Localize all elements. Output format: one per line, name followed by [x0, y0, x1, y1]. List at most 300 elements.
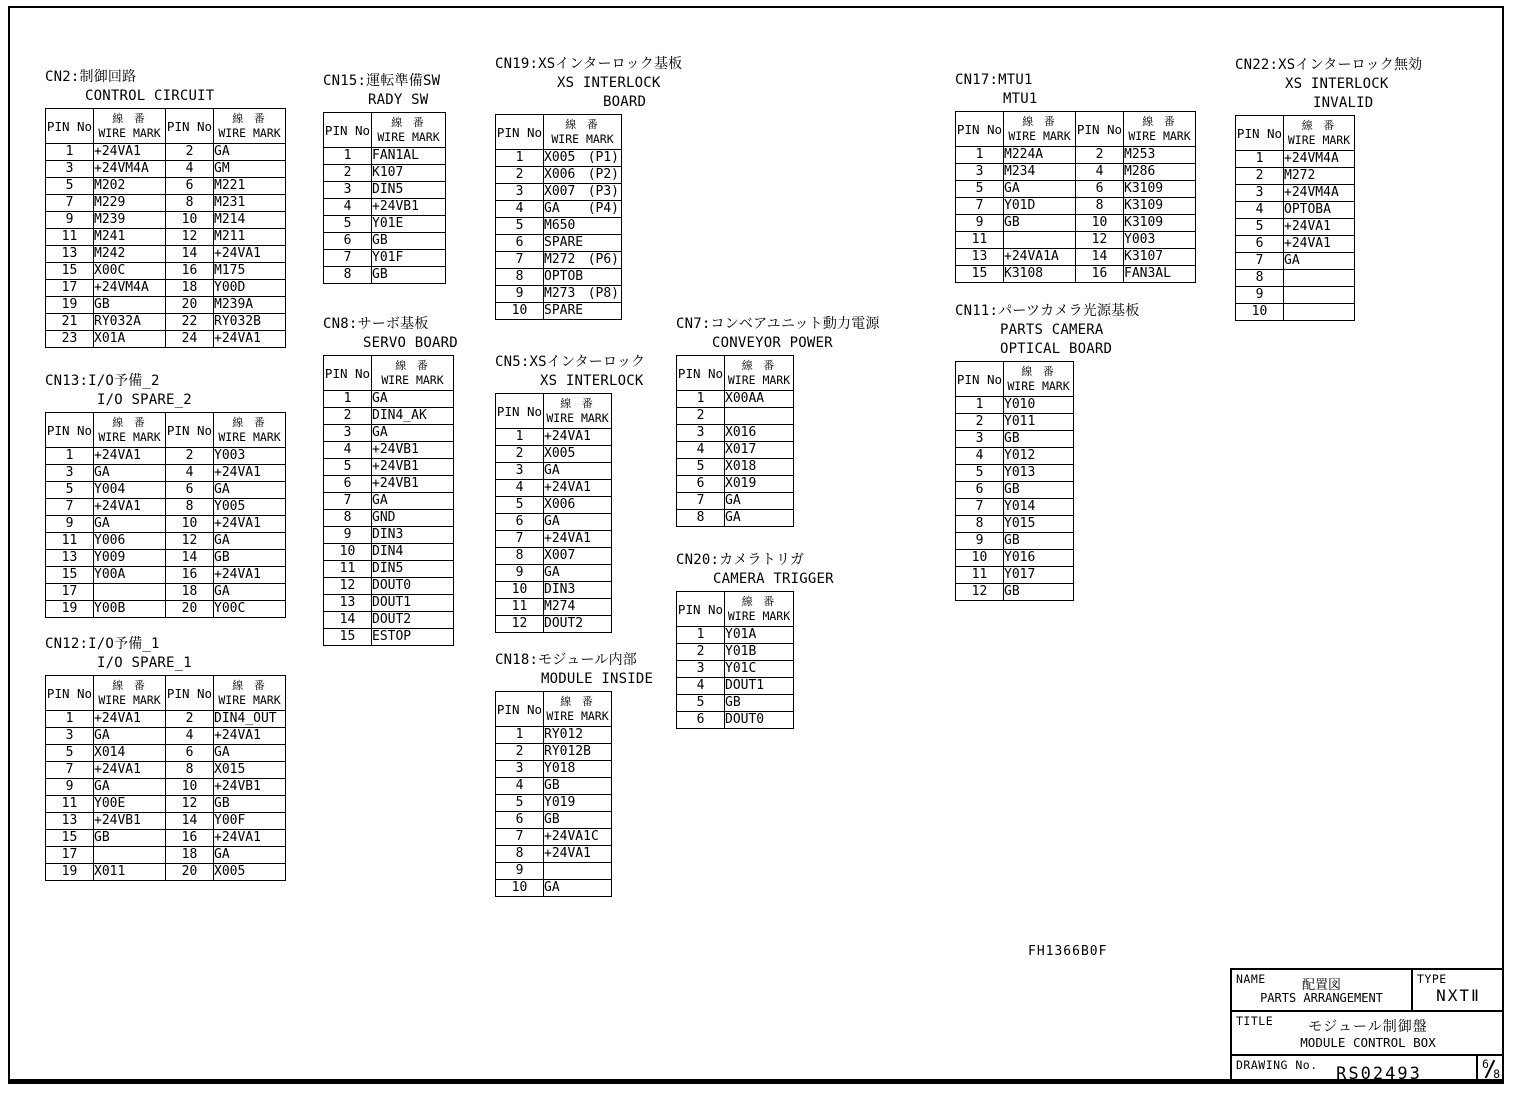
- pin-row: [46, 314, 286, 331]
- wire-mark-cell: M221: [214, 178, 286, 195]
- pin-number-cell: 9: [496, 565, 544, 582]
- pin-number-cell: 17: [46, 847, 94, 864]
- wire-mark-text: X007: [544, 184, 576, 199]
- wire-mark-cell: GA: [214, 144, 286, 161]
- pin-row: [46, 499, 286, 516]
- drawing-code: FH1366B0F: [1028, 944, 1108, 959]
- pin-number-cell: 11: [46, 796, 94, 813]
- connector-title-line: CONTROL CIRCUIT: [85, 88, 215, 104]
- connector-title-line: CN17:MTU1: [955, 72, 1033, 88]
- pin-number-cell: 8: [324, 267, 372, 284]
- pin-number-cell: 16: [166, 263, 214, 280]
- wire-mark-header-en: WIRE MARK: [727, 373, 791, 387]
- wire-mark-cell: M211: [214, 229, 286, 246]
- pin-number-cell: 10: [166, 212, 214, 229]
- wire-mark-cell: X005: [214, 864, 286, 881]
- pin-number-cell: 11: [46, 229, 94, 246]
- pin-row: [956, 584, 1074, 601]
- pin-row: [956, 533, 1074, 550]
- wire-mark-cell: X005: [544, 446, 612, 463]
- pin-row: [324, 561, 454, 578]
- connector-title: [495, 651, 653, 689]
- pin-row: [677, 476, 794, 493]
- connector-title: [1235, 56, 1422, 113]
- wire-mark-header-en: WIRE MARK: [1008, 129, 1071, 143]
- pin-number-cell: 1: [496, 150, 544, 167]
- wire-mark-note: (P4): [587, 201, 619, 216]
- pin-row: [324, 408, 454, 425]
- wire-mark-header-en: WIRE MARK: [546, 709, 609, 723]
- connector-title-line: CN11:パーツカメラ光源基板: [955, 303, 1140, 319]
- wire-mark-cell: Y005: [214, 499, 286, 516]
- wire-mark-cell: [1284, 287, 1355, 304]
- pin-number-cell: 5: [677, 459, 725, 476]
- wire-mark-note: (P3): [587, 184, 619, 199]
- wire-mark-cell: Y00E: [94, 796, 166, 813]
- pin-number-cell: 11: [956, 232, 1004, 249]
- pin-number-cell: 18: [166, 584, 214, 601]
- connector-block-cn7: [676, 315, 880, 527]
- pin-number-cell: 3: [496, 184, 544, 201]
- connector-title-line: XS INTERLOCK: [540, 373, 644, 389]
- pin-row: [46, 229, 286, 246]
- wire-mark-header: [1004, 112, 1076, 147]
- pin-number-cell: 2: [166, 448, 214, 465]
- pin-number-cell: 4: [496, 778, 544, 795]
- pin-row: [46, 144, 286, 161]
- pin-number-cell: 7: [46, 762, 94, 779]
- pin-number-cell: 5: [496, 218, 544, 235]
- wire-mark-header-en: WIRE MARK: [218, 126, 281, 140]
- wire-mark-cell: Y006: [94, 533, 166, 550]
- wire-mark-cell: GA: [214, 847, 286, 864]
- pin-number-cell: 11: [324, 561, 372, 578]
- wire-mark-cell: +24VA1: [94, 448, 166, 465]
- pin-row: [496, 744, 612, 761]
- table-header-row: [46, 676, 286, 711]
- pin-number-cell: 3: [46, 728, 94, 745]
- wire-mark-cell: +24VA1: [214, 465, 286, 482]
- wire-mark-cell: GA: [725, 510, 794, 527]
- pin-assignment-table: [495, 114, 622, 320]
- pin-number-cell: 2: [1076, 147, 1124, 164]
- table-header-row: [1236, 116, 1355, 151]
- connector-block-cn15: [323, 72, 446, 284]
- connector-title-line: CN19:XSインターロック基板: [495, 56, 683, 72]
- pin-number-cell: 10: [496, 582, 544, 599]
- wire-mark-header-jp: 線 番: [1022, 115, 1057, 128]
- connector-block-cn19: [495, 55, 682, 320]
- wire-mark-cell: Y018: [544, 761, 612, 778]
- table-header-row: [956, 362, 1074, 397]
- pin-assignment-table: [323, 112, 446, 284]
- pin-row: [496, 150, 622, 167]
- pin-row: [46, 847, 286, 864]
- pin-row: [1236, 202, 1355, 219]
- pin-number-cell: 6: [324, 233, 372, 250]
- pin-number-cell: 4: [677, 678, 725, 695]
- pin-number-cell: 17: [46, 280, 94, 297]
- wire-mark-cell: M224A: [1004, 147, 1076, 164]
- pin-number-cell: 6: [166, 482, 214, 499]
- pin-row: [496, 846, 612, 863]
- title-block: [1230, 968, 1504, 1082]
- wire-mark-header-en: WIRE MARK: [98, 126, 161, 140]
- pin-row: [496, 201, 622, 218]
- connector-title-line: CN5:XSインターロック: [495, 354, 646, 370]
- wire-mark-cell: DIN5: [372, 561, 454, 578]
- pin-row: [677, 408, 794, 425]
- wire-mark-cell: +24VA1: [214, 567, 286, 584]
- title-block-row-title: [1232, 1012, 1504, 1056]
- pin-number-cell: 2: [677, 644, 725, 661]
- wire-mark-cell: DOUT2: [544, 616, 612, 633]
- pin-number-cell: 5: [677, 695, 725, 712]
- wire-mark-cell: X015: [214, 762, 286, 779]
- pin-number-cell: 20: [166, 864, 214, 881]
- wire-mark-cell: +24VA1: [544, 531, 612, 548]
- wire-mark-cell: +24VA1: [94, 711, 166, 728]
- wire-mark-cell: K107: [372, 165, 446, 182]
- wire-mark-header-jp: 線 番: [741, 359, 777, 372]
- pin-number-cell: 12: [166, 229, 214, 246]
- pin-number-cell: 20: [166, 297, 214, 314]
- wire-mark-cell: Y019: [544, 795, 612, 812]
- wire-mark-cell: Y015: [1004, 516, 1074, 533]
- pin-number-cell: 4: [166, 465, 214, 482]
- pin-number-cell: 8: [496, 548, 544, 565]
- pin-row: [324, 391, 454, 408]
- wire-mark-cell: +24VA1: [214, 331, 286, 348]
- pin-row: [956, 482, 1074, 499]
- pin-number-cell: 7: [956, 198, 1004, 215]
- pin-number-cell: 5: [496, 497, 544, 514]
- pin-number-cell: 2: [166, 711, 214, 728]
- wire-mark-cell: +24VA1C: [544, 829, 612, 846]
- pin-row: [1236, 168, 1355, 185]
- wire-mark-cell: X019: [725, 476, 794, 493]
- wire-mark-cell: [544, 286, 622, 303]
- wire-mark-text: X006: [544, 167, 576, 182]
- table-header-row: [324, 113, 446, 148]
- wire-mark-header-jp: 線 番: [1021, 365, 1056, 378]
- pin-number-cell: 6: [324, 476, 372, 493]
- table-header-row: [46, 413, 286, 448]
- pin-number-cell: 2: [324, 165, 372, 182]
- pin-number-cell: 2: [677, 408, 725, 425]
- connector-title: [495, 353, 645, 391]
- pin-number-cell: 14: [166, 550, 214, 567]
- pin-number-cell: 9: [324, 527, 372, 544]
- pin-number-cell: 2: [956, 414, 1004, 431]
- pin-row: [324, 233, 446, 250]
- wire-mark-header-jp: 線 番: [112, 679, 147, 692]
- pin-row: [46, 601, 286, 618]
- pin-number-cell: 4: [324, 199, 372, 216]
- pin-number-cell: 1: [324, 391, 372, 408]
- pin-row: [496, 514, 612, 531]
- wire-mark-cell: M234: [1004, 164, 1076, 181]
- pin-number-cell: 6: [496, 514, 544, 531]
- pin-number-cell: 1: [677, 391, 725, 408]
- pin-no-header: PIN No: [1076, 112, 1124, 147]
- pin-number-cell: 9: [956, 215, 1004, 232]
- pin-number-cell: 13: [46, 246, 94, 263]
- wire-mark-cell: DOUT1: [372, 595, 454, 612]
- pin-row: [324, 527, 454, 544]
- wire-mark-header: [94, 413, 166, 448]
- pin-row: [496, 167, 622, 184]
- pin-number-cell: 3: [956, 431, 1004, 448]
- pin-row: [496, 582, 612, 599]
- pin-number-cell: 7: [496, 829, 544, 846]
- wire-mark-header: [214, 413, 286, 448]
- wire-mark-cell: [544, 150, 622, 167]
- pin-number-cell: 13: [956, 249, 1004, 266]
- wire-mark-cell: +24VA1: [544, 480, 612, 497]
- pin-row: [46, 728, 286, 745]
- pin-row: [956, 499, 1074, 516]
- wire-mark-cell: DIN5: [372, 182, 446, 199]
- pin-row: [324, 612, 454, 629]
- wire-mark-header: [725, 592, 794, 627]
- pin-row: [956, 215, 1196, 232]
- pin-row: [677, 425, 794, 442]
- wire-mark-cell: K3109: [1124, 215, 1196, 232]
- pin-number-cell: 12: [324, 578, 372, 595]
- wire-mark-cell: ESTOP: [372, 629, 454, 646]
- wire-mark-cell: M202: [94, 178, 166, 195]
- pin-no-header: PIN No: [324, 356, 372, 391]
- sheet-fraction: [1478, 1056, 1504, 1082]
- pin-row: [46, 813, 286, 830]
- connector-title-line: MTU1: [1003, 91, 1038, 107]
- pin-assignment-table: [45, 108, 286, 348]
- pin-number-cell: 14: [166, 813, 214, 830]
- pin-assignment-table: [323, 355, 454, 646]
- wire-mark-cell: Y009: [94, 550, 166, 567]
- pin-number-cell: 2: [166, 144, 214, 161]
- wire-mark-note: (P8): [587, 286, 619, 301]
- pin-row: [46, 516, 286, 533]
- pin-row: [324, 629, 454, 646]
- pin-row: [956, 232, 1196, 249]
- connector-title: [495, 55, 682, 112]
- wire-mark-header-jp: 線 番: [741, 595, 777, 608]
- pin-row: [46, 711, 286, 728]
- pin-row: [956, 181, 1196, 198]
- pin-row: [956, 164, 1196, 181]
- wire-mark-cell: GND: [372, 510, 454, 527]
- pin-number-cell: 7: [496, 531, 544, 548]
- pin-row: [956, 414, 1074, 431]
- pin-number-cell: 7: [496, 252, 544, 269]
- wire-mark-cell: +24VA1: [214, 728, 286, 745]
- wire-mark-cell: M175: [214, 263, 286, 280]
- wire-mark-cell: FAN1AL: [372, 148, 446, 165]
- pin-row: [956, 249, 1196, 266]
- pin-row: [1236, 236, 1355, 253]
- connector-block-cn18: [495, 651, 653, 897]
- pin-row: [46, 178, 286, 195]
- wire-mark-header-en: WIRE MARK: [377, 130, 440, 144]
- wire-mark-cell: DOUT2: [372, 612, 454, 629]
- pin-no-header: PIN No: [46, 109, 94, 144]
- wire-mark-cell: Y01F: [372, 250, 446, 267]
- pin-number-cell: 9: [496, 863, 544, 880]
- connector-title-line: CN8:サーボ基板: [323, 316, 429, 332]
- pin-row: [496, 184, 622, 201]
- pin-number-cell: 2: [496, 167, 544, 184]
- wire-mark-cell: Y012: [1004, 448, 1074, 465]
- wire-mark-header-jp: 線 番: [1142, 115, 1177, 128]
- wire-mark-text: X005: [544, 150, 576, 165]
- pin-number-cell: 6: [677, 712, 725, 729]
- connector-title-line: XS INTERLOCK: [1285, 76, 1389, 92]
- wire-mark-cell: K3108: [1004, 266, 1076, 283]
- pin-row: [46, 745, 286, 762]
- pin-number-cell: 16: [166, 567, 214, 584]
- pin-no-header: PIN No: [166, 413, 214, 448]
- table-header-row: [496, 394, 612, 429]
- pin-number-cell: 17: [46, 584, 94, 601]
- type-cell: [1413, 970, 1504, 1010]
- wire-mark-cell: GA: [214, 584, 286, 601]
- wire-mark-cell: +24VM4A: [94, 280, 166, 297]
- pin-row: [677, 442, 794, 459]
- wire-mark-cell: GA: [544, 463, 612, 480]
- pin-row: [677, 661, 794, 678]
- pin-row: [46, 448, 286, 465]
- wire-mark-cell: M242: [94, 246, 166, 263]
- connector-title-line: CN7:コンベアユニット動力電源: [676, 316, 880, 332]
- wire-mark-header-jp: 線 番: [565, 118, 600, 131]
- connector-block-cn11: [955, 302, 1140, 601]
- pin-row: [956, 550, 1074, 567]
- wire-mark-cell: SPARE: [544, 235, 622, 252]
- title-value-jp: モジュール制御盤: [1308, 1019, 1428, 1035]
- wire-mark-header-jp: 線 番: [1301, 119, 1337, 132]
- pin-row: [324, 459, 454, 476]
- pin-number-cell: 7: [324, 493, 372, 510]
- pin-row: [677, 459, 794, 476]
- pin-row: [956, 448, 1074, 465]
- pin-number-cell: 6: [1076, 181, 1124, 198]
- title-label: TITLE: [1236, 1014, 1274, 1028]
- wire-mark-cell: GA: [94, 728, 166, 745]
- pin-number-cell: 3: [677, 425, 725, 442]
- connector-title-line: INVALID: [1313, 95, 1374, 111]
- pin-row: [46, 550, 286, 567]
- pin-row: [956, 397, 1074, 414]
- connector-title: [45, 635, 286, 673]
- wire-mark-cell: M239: [94, 212, 166, 229]
- pin-number-cell: 6: [496, 812, 544, 829]
- connector-block-cn5: [495, 353, 645, 633]
- wire-mark-header: [94, 109, 166, 144]
- wire-mark-header-en: WIRE MARK: [546, 411, 609, 425]
- pin-number-cell: 11: [956, 567, 1004, 584]
- pin-row: [46, 297, 286, 314]
- pin-row: [496, 497, 612, 514]
- title-block-row-drawing: [1232, 1056, 1504, 1082]
- pin-number-cell: 9: [46, 516, 94, 533]
- pin-row: [324, 267, 446, 284]
- connector-block-cn20: [676, 551, 834, 729]
- connector-title-line: CN20:カメラトリガ: [676, 552, 805, 568]
- wire-mark-header-jp: 線 番: [232, 679, 267, 692]
- pin-number-cell: 5: [324, 459, 372, 476]
- wire-mark-cell: M241: [94, 229, 166, 246]
- wire-mark-cell: M286: [1124, 164, 1196, 181]
- wire-mark-cell: Y01A: [725, 627, 794, 644]
- wire-mark-cell: GB: [372, 267, 446, 284]
- wire-mark-cell: [544, 184, 622, 201]
- connector-title-line: CONVEYOR POWER: [712, 335, 833, 351]
- pin-number-cell: 5: [956, 465, 1004, 482]
- pin-number-cell: 14: [324, 612, 372, 629]
- pin-number-cell: 10: [324, 544, 372, 561]
- drawing-number-cell: [1232, 1056, 1478, 1082]
- wire-mark-cell: GA: [1284, 253, 1355, 270]
- pin-row: [324, 216, 446, 233]
- pin-number-cell: 4: [496, 201, 544, 218]
- pin-number-cell: 18: [166, 847, 214, 864]
- pin-row: [46, 212, 286, 229]
- wire-mark-header-en: WIRE MARK: [218, 693, 281, 707]
- pin-row: [496, 269, 622, 286]
- pin-row: [46, 584, 286, 601]
- wire-mark-cell: GB: [1004, 584, 1074, 601]
- wire-mark-cell: DOUT0: [725, 712, 794, 729]
- pin-row: [46, 567, 286, 584]
- pin-row: [324, 442, 454, 459]
- wire-mark-header-jp: 線 番: [232, 416, 267, 429]
- pin-row: [496, 761, 612, 778]
- wire-mark-cell: [544, 167, 622, 184]
- pin-number-cell: 1: [46, 144, 94, 161]
- wire-mark-cell: +24VB1: [94, 813, 166, 830]
- connector-title: [323, 315, 458, 353]
- pin-number-cell: 12: [956, 584, 1004, 601]
- pin-row: [324, 199, 446, 216]
- connector-title-line: I/O SPARE_1: [97, 655, 192, 671]
- wire-mark-cell: [94, 847, 166, 864]
- pin-number-cell: 7: [1236, 253, 1284, 270]
- pin-number-cell: 21: [46, 314, 94, 331]
- pin-row: [324, 510, 454, 527]
- pin-number-cell: 9: [46, 779, 94, 796]
- wire-mark-cell: M239A: [214, 297, 286, 314]
- wire-mark-cell: GB: [1004, 533, 1074, 550]
- table-header-row: [46, 109, 286, 144]
- pin-row: [496, 252, 622, 269]
- pin-number-cell: 1: [324, 148, 372, 165]
- connector-title-line: CN2:制御回路: [45, 69, 137, 85]
- pin-no-header: PIN No: [677, 592, 725, 627]
- wire-mark-cell: +24VM4A: [94, 161, 166, 178]
- pin-number-cell: 4: [324, 442, 372, 459]
- wire-mark-cell: [725, 408, 794, 425]
- wire-mark-cell: Y003: [214, 448, 286, 465]
- pin-number-cell: 4: [1076, 164, 1124, 181]
- pin-row: [324, 182, 446, 199]
- wire-mark-cell: DOUT0: [372, 578, 454, 595]
- wire-mark-cell: SPARE: [544, 303, 622, 320]
- pin-number-cell: 9: [956, 533, 1004, 550]
- pin-row: [324, 476, 454, 493]
- connector-title-line: SERVO BOARD: [363, 335, 458, 351]
